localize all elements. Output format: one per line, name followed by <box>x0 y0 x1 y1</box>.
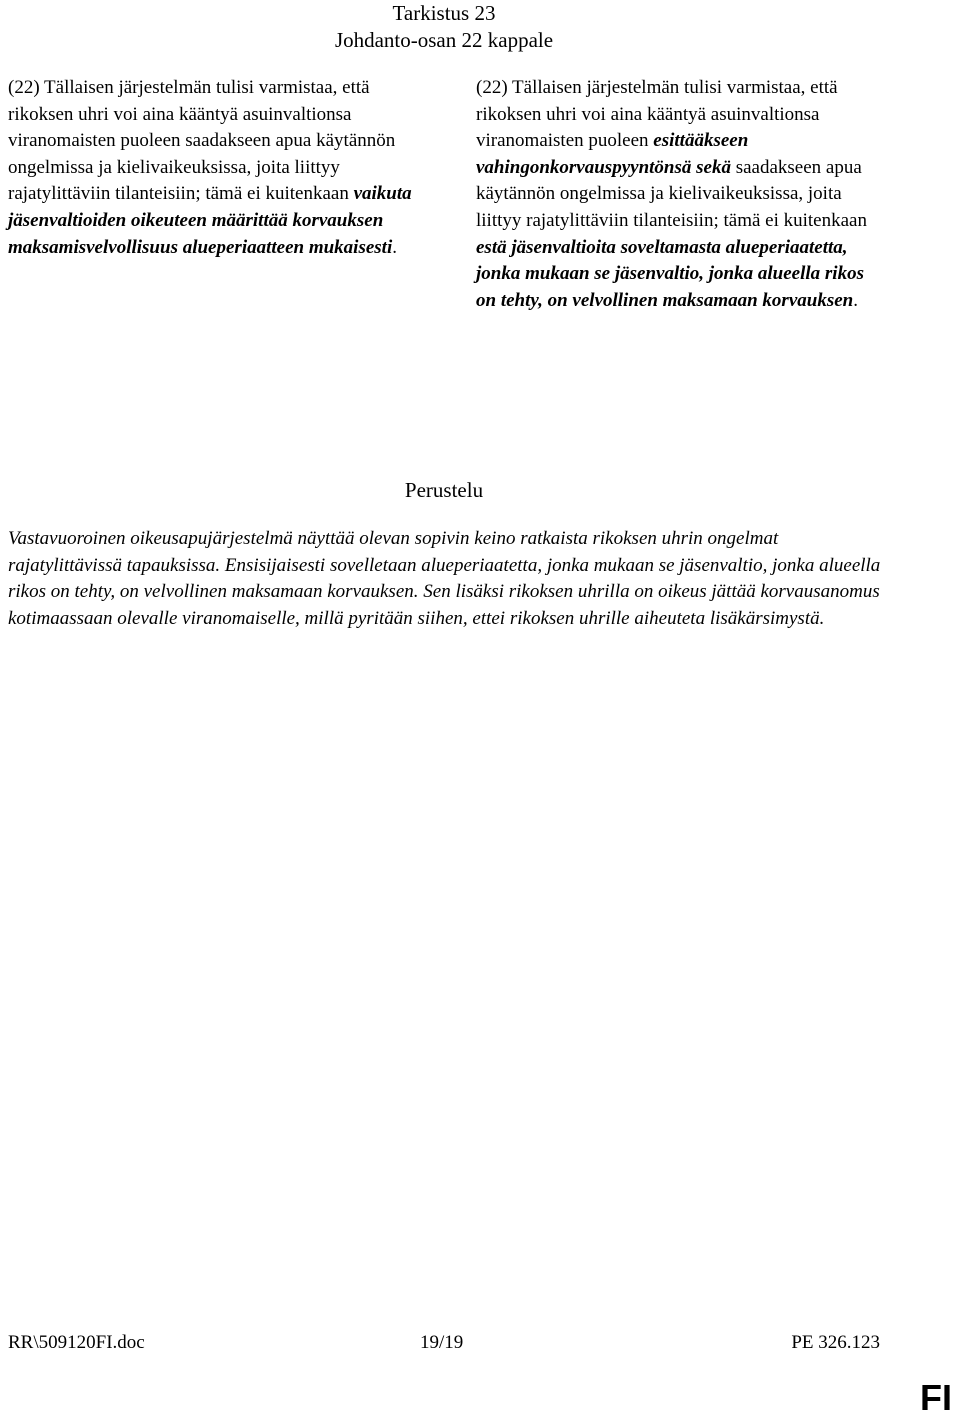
amended-recital-text-2: saadakseen apua käytännön ongelmissa ja kielivaikeuksissa, joita liittyy rajatylittäviin tilanteisiin; tämä ei kuitenkaan <box>476 156 867 231</box>
original-recital-emphasis: vaikuta jäsenvaltioiden oikeuteen määrittää korvauksen maksamisvelvollisuus alueperiaatteen mukaisesti <box>8 183 412 258</box>
amended-text-column <box>476 75 881 314</box>
amended-recital-end: . <box>853 289 858 311</box>
amended-recital-emphasis-1: esittääkseen vahingonkorvauspyyntönsä sekä <box>476 130 749 178</box>
justification-text: Vastavuoroinen oikeusapujärjestelmä näyttää olevan sopivin keino ratkaista rikoksen uhrin ongelmat rajatylittävissä tapauksissa. Ensisijaisesti sovelletaan alueperiaatetta, jonka mukaan se jäsenvaltio, jonka alueella rikos on tehty, on velvollinen maksamaan korvauksen. Sen lisäksi rikoksen uhrilla on oikeus jättää korvausanomus kotimaassaan olevalle viranomaiselle, millä pyritään siihen, ettei rikoksen uhrille aiheuteta lisäkärsimystä. <box>8 528 881 629</box>
original-recital-end: . <box>392 236 397 258</box>
original-recital-text: (22) Tällaisen järjestelmän tulisi varmistaa, että rikoksen uhri voi aina kääntyä asuinvaltionsa viranomaisten puoleen saadakseen apua käytännön ongelmissa ja kielivaikeuksissa, joita liittyy rajatylittäviin tilanteisiin; tämä ei kuitenkaan <box>8 77 396 205</box>
amendment-title: Tarkistus 23 <box>392 1 496 25</box>
amended-recital-text-1: (22) Tällaisen järjestelmän tulisi varmistaa, että rikoksen uhri voi aina kääntyä asuinvaltionsa viranomaisten puoleen <box>476 77 838 152</box>
document-reference: RR\509120FI.doc <box>8 1332 145 1353</box>
pe-reference: PE 326.123 <box>791 1332 880 1353</box>
page-footer <box>8 1330 880 1356</box>
amendment-subtitle: Johdanto-osan 22 kappale <box>334 28 554 52</box>
justification-heading: Perustelu <box>404 478 484 502</box>
original-recital <box>8 75 413 261</box>
amended-recital-emphasis-2: estä jäsenvaltioita soveltamasta alueperiaatetta, jonka mukaan se jäsenvaltio, jonka alueella rikos on tehty, on velvollinen maksamaan korvauksen <box>476 236 864 311</box>
amendment-header <box>0 0 888 54</box>
amended-recital <box>476 75 881 314</box>
language-code: FI <box>920 1377 952 1418</box>
original-text-column <box>8 75 413 261</box>
page-number: 19/19 <box>420 1332 464 1353</box>
